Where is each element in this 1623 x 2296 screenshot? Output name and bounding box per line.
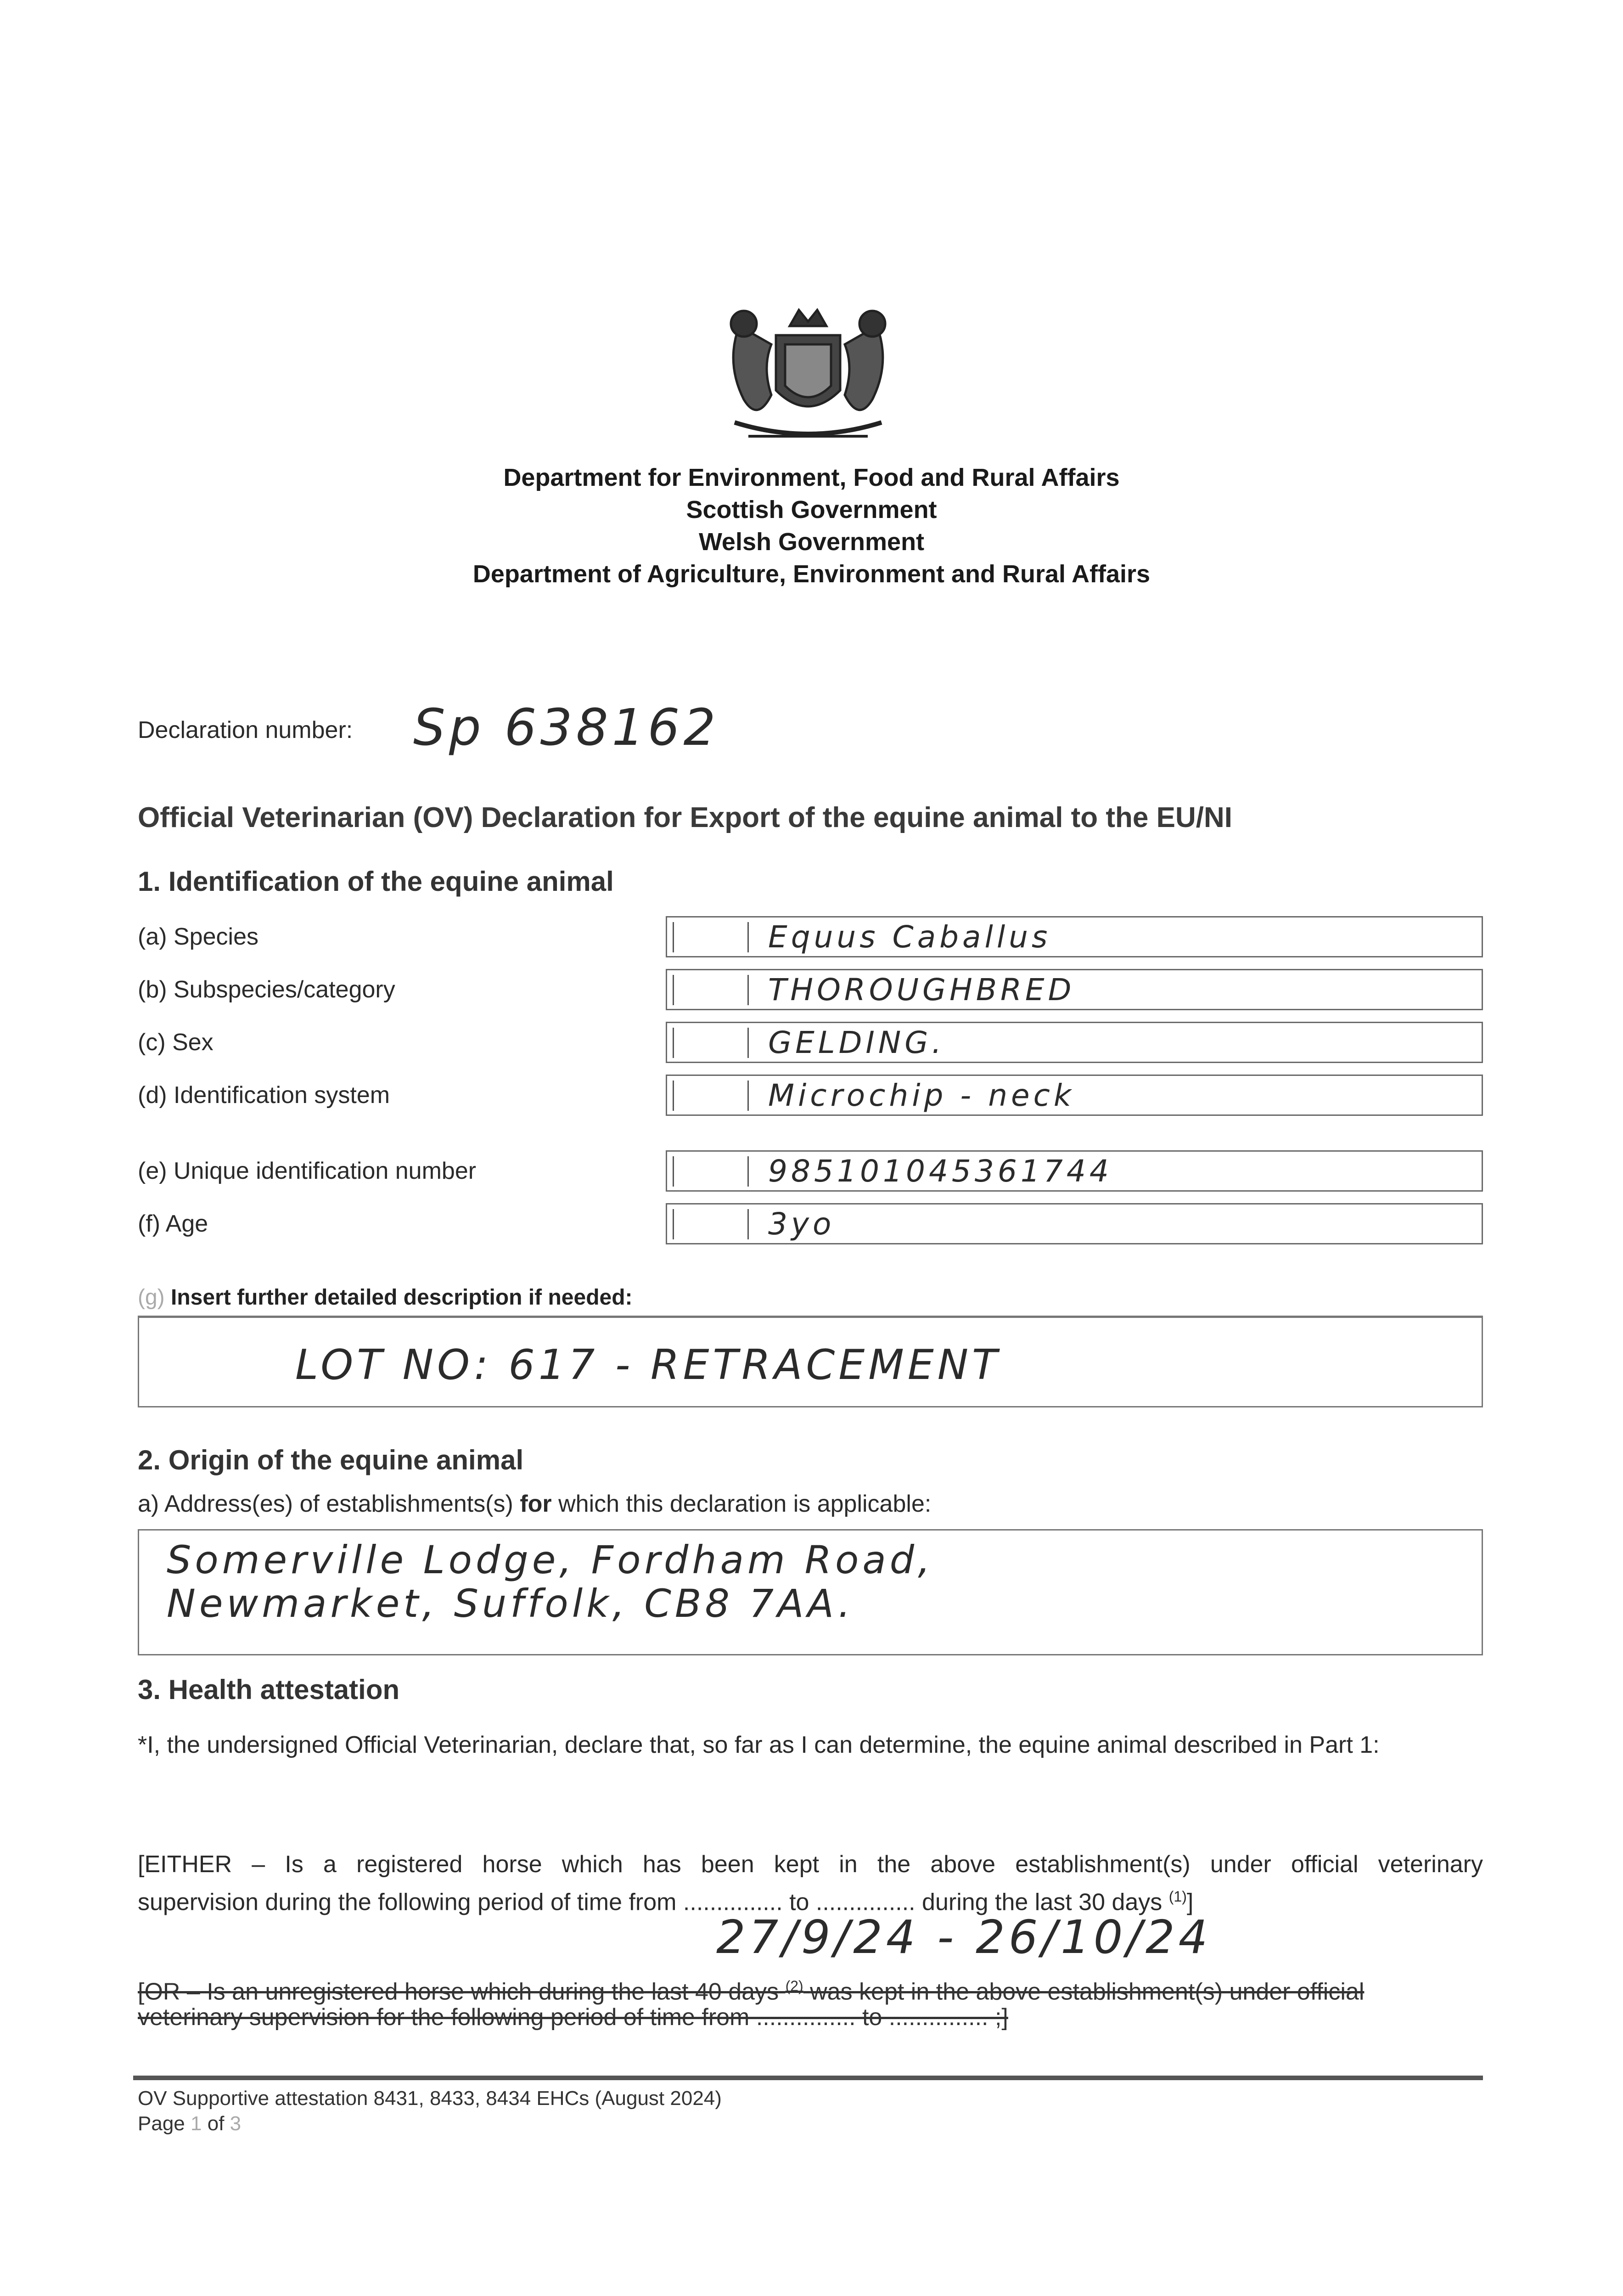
field-box-subspecies — [666, 969, 1483, 1010]
footer-attestation-ref: OV Supportive attestation 8431, 8433, 8434 EHCs (August 2024) — [138, 2087, 722, 2110]
either-clause-line1: [EITHER – Is a registered horse which has been kept in the above establishment(s) under official veterinary — [138, 1851, 1483, 1878]
or-clause-line1: [OR – Is an unregistered horse which during the last 40 days — [138, 1978, 779, 2005]
field-box-species — [666, 916, 1483, 957]
address-label-part1: a) Address(es) of establishments(s) — [138, 1491, 513, 1517]
document-title: Official Veterinarian (OV) Declaration for Export of the equine animal to the EU/NI — [138, 802, 1232, 833]
declaration-number-value: Sp 638162 — [413, 698, 719, 757]
page-current: 1 — [191, 2112, 202, 2135]
field-box-unique-id — [666, 1150, 1483, 1192]
field-label-age: (f) Age — [138, 1210, 208, 1237]
field-label-species: (a) Species — [138, 923, 258, 950]
address-line-2: Newmarket, Suffolk, CB8 7AA. — [167, 1581, 854, 1626]
section3-heading: 3. Health attestation — [138, 1674, 400, 1705]
declaration-number-label: Declaration number: — [138, 717, 353, 743]
field-value-age: 3yo — [768, 1206, 835, 1242]
or-clause-line1-end: was kept in the above establishment(s) under official — [810, 1978, 1365, 2005]
field-value-sex: GELDING. — [768, 1025, 945, 1060]
address-line-1: Somerville Lodge, Fordham Road, — [167, 1537, 934, 1582]
either-clause-line2: supervision during the following period of time from ............... to ............... during the last 30 days — [138, 1889, 1162, 1916]
section1-heading: 1. Identification of the equine animal — [138, 866, 614, 897]
address-label-row — [138, 1490, 931, 1518]
further-description-prefix: (g) — [138, 1285, 165, 1310]
field-box-id-system — [666, 1075, 1483, 1116]
footer-divider — [133, 2076, 1483, 2080]
or-footnote-ref: (2) — [785, 1978, 803, 1994]
dept-welsh-government: Welsh Government — [698, 528, 925, 556]
field-label-sex: (c) Sex — [138, 1029, 213, 1056]
dept-scottish-government: Scottish Government — [686, 496, 937, 523]
page-total: 3 — [230, 2112, 241, 2135]
further-description-value: LOT NO: 617 - RETRACEMENT — [295, 1341, 1001, 1389]
further-description-label: Insert further detailed description if needed: — [171, 1285, 633, 1310]
field-value-species: Equus Caballus — [768, 919, 1051, 955]
field-value-id-system: Microchip - neck — [768, 1078, 1075, 1113]
field-label-subspecies: (b) Subspecies/category — [138, 976, 395, 1003]
further-description-box — [138, 1316, 1483, 1407]
either-clause-close: ] — [1186, 1889, 1194, 1916]
page-word: Page — [138, 2112, 185, 2135]
dept-defra: Department for Environment, Food and Rural Affairs — [503, 464, 1120, 491]
field-box-sex — [666, 1022, 1483, 1063]
either-footnote-ref: (1) — [1168, 1888, 1187, 1905]
address-label-part2: which this declaration is applicable: — [558, 1491, 932, 1517]
health-attestation-intro: *I, the undersigned Official Veterinarian, declare that, so far as I can determine, the equine animal described in Part 1: — [138, 1732, 1380, 1758]
section2-heading: 2. Origin of the equine animal — [138, 1445, 524, 1475]
footer-page-number — [138, 2112, 241, 2135]
field-label-id-system: (d) Identification system — [138, 1082, 390, 1109]
address-label-for: for — [520, 1491, 552, 1517]
or-clause-line2: veterinary supervision for the following period of time from ............... to ............... ;] — [138, 2004, 1008, 2031]
address-box — [138, 1529, 1483, 1655]
field-value-subspecies: THOROUGHBRED — [768, 972, 1075, 1007]
supervision-dates: 27/9/24 - 26/10/24 — [716, 1910, 1212, 1964]
field-value-unique-id: 985101045361744 — [768, 1154, 1112, 1189]
dept-daera: Department of Agriculture, Environment and Rural Affairs — [472, 560, 1151, 588]
further-description-label-row — [138, 1285, 633, 1310]
field-box-age — [666, 1203, 1483, 1244]
page-of: of — [207, 2112, 225, 2135]
field-label-unique-id: (e) Unique identification number — [138, 1158, 477, 1184]
royal-coat-of-arms-crest — [707, 298, 909, 455]
